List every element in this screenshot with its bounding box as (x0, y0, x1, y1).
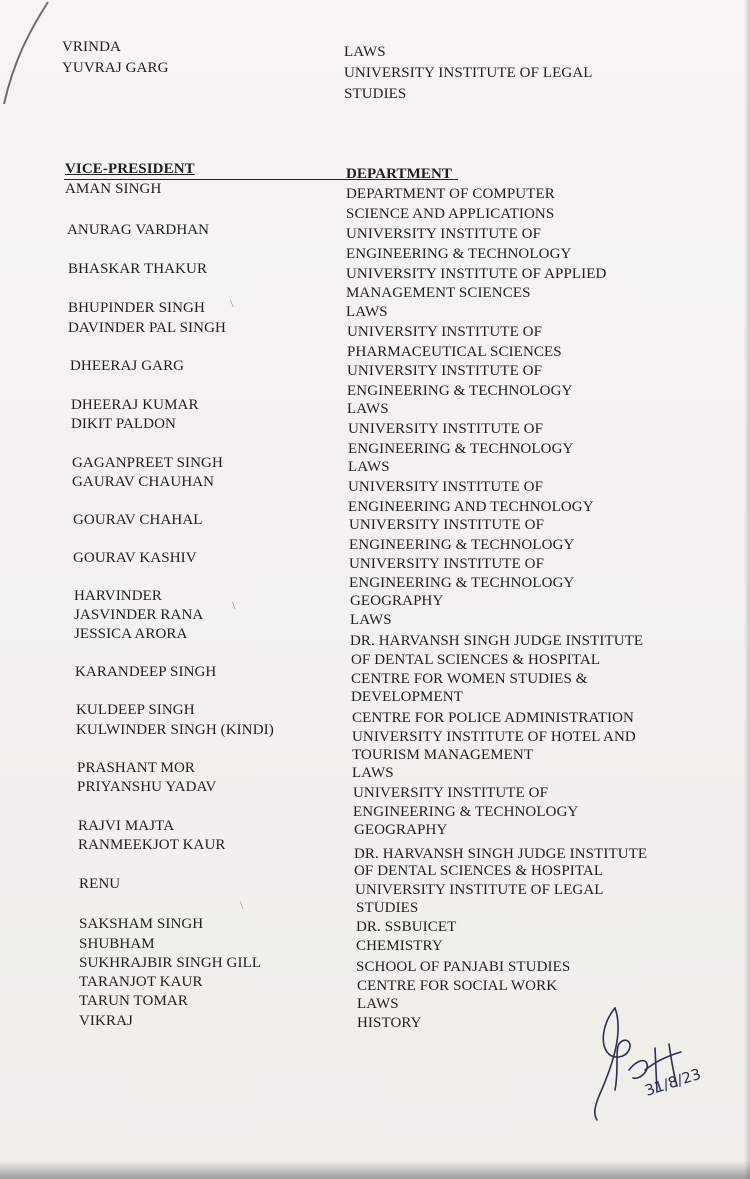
department-line: UNIVERSITY INSTITUTE OF (346, 226, 542, 242)
list-item: PRIYANSHU YADAV (77, 779, 217, 795)
department-line: PHARMACEUTICAL SCIENCES (347, 344, 562, 360)
department-line: CHEMISTRY (356, 938, 443, 954)
department-line: TOURISM MANAGEMENT (352, 747, 534, 763)
list-item: JESSICA ARORA (74, 626, 188, 642)
department-line: LAWS (350, 612, 392, 628)
department-line: CENTRE FOR POLICE ADMINISTRATION (352, 710, 634, 726)
list-item: KULWINDER SINGH (KINDI) (76, 722, 274, 738)
list-item: KARANDEEP SINGH (75, 664, 217, 680)
department-line: ENGINEERING & TECHNOLOGY (346, 246, 572, 262)
department-line: SCHOOL OF PANJABI STUDIES (356, 959, 571, 975)
department-line: DEVELOPMENT (351, 689, 463, 705)
department-line: UNIVERSITY INSTITUTE OF (347, 363, 543, 379)
list-item: AMAN SINGH (65, 181, 162, 197)
list-item: PRASHANT MOR (77, 760, 196, 776)
list-item: DIKIT PALDON (71, 416, 176, 432)
department-line: UNIVERSITY INSTITUTE OF (347, 324, 543, 340)
department-line: UNIVERSITY INSTITUTE OF (349, 556, 545, 572)
department-line: ENGINEERING AND TECHNOLOGY (348, 499, 594, 515)
signature-date: 31/8/23 (642, 1064, 704, 1100)
list-item: JASVINDER RANA (74, 607, 204, 623)
list-item: VIKRAJ (79, 1013, 133, 1029)
list-item: GOURAV KASHIV (73, 550, 197, 566)
department-line: UNIVERSITY INSTITUTE OF (349, 517, 545, 533)
department-line: UNIVERSITY INSTITUTE OF HOTEL AND (352, 729, 636, 745)
stray-mark: \ (240, 898, 244, 912)
list-item: DHEERAJ GARG (70, 358, 185, 374)
department-line: LAWS (352, 765, 394, 781)
list-item: HARVINDER (74, 588, 163, 604)
top-department-3: STUDIES (344, 86, 407, 102)
department-line: CENTRE FOR WOMEN STUDIES & (351, 671, 588, 687)
list-item: GAURAV CHAUHAN (72, 474, 215, 490)
list-item: GAGANPREET SINGH (72, 455, 223, 471)
department-line: OF DENTAL SCIENCES & HOSPITAL (354, 863, 604, 879)
top-name-1: VRINDA (62, 39, 121, 55)
department-line: LAWS (347, 401, 389, 417)
stray-mark: \ (230, 296, 234, 310)
department-line: UNIVERSITY INSTITUTE OF LEGAL (355, 882, 604, 898)
page-edge-shadow (744, 0, 750, 1179)
department-line: UNIVERSITY INSTITUTE OF (353, 785, 549, 801)
department-line: UNIVERSITY INSTITUTE OF (348, 421, 544, 437)
list-item: KULDEEP SINGH (76, 702, 195, 718)
list-item: TARUN TOMAR (79, 993, 188, 1009)
list-item: DAVINDER PAL SINGH (68, 320, 226, 336)
department-line: DR. HARVANSH SINGH JUDGE INSTITUTE (354, 846, 648, 862)
stray-mark: \ (232, 598, 236, 612)
department-line: LAWS (348, 459, 390, 475)
list-item: SHUBHAM (79, 936, 155, 952)
list-item: BHUPINDER SINGH (68, 300, 205, 316)
department-line: STUDIES (356, 900, 419, 916)
page-bottom-shadow (0, 1161, 750, 1179)
department-line: UNIVERSITY INSTITUTE OF (348, 479, 544, 495)
department-header: DEPARTMENT (346, 166, 453, 182)
department-line: UNIVERSITY INSTITUTE OF APPLIED (346, 266, 607, 282)
department-line: LAWS (357, 996, 399, 1012)
department-line: GEOGRAPHY (350, 593, 444, 609)
list-item: BHASKAR THAKUR (68, 261, 208, 277)
department-line: HISTORY (357, 1015, 422, 1031)
list-item: DHEERAJ KUMAR (71, 397, 199, 413)
department-line: SCIENCE AND APPLICATIONS (346, 206, 555, 222)
list-item: RAJVI MAJTA (78, 818, 175, 834)
department-line: GEOGRAPHY (354, 822, 448, 838)
vice-president-header: VICE-PRESIDENT (65, 161, 195, 177)
department-line: LAWS (346, 304, 388, 320)
page-edge-mark (0, 0, 60, 110)
list-item: RANMEEKJOT KAUR (78, 837, 226, 853)
list-item: TARANJOT KAUR (79, 974, 203, 990)
department-line: ENGINEERING & TECHNOLOGY (348, 441, 574, 457)
list-item: RENU (79, 876, 121, 892)
department-line: ENGINEERING & TECHNOLOGY (347, 383, 573, 399)
top-department-2: UNIVERSITY INSTITUTE OF LEGAL (344, 65, 593, 81)
top-name-2: YUVRAJ GARG (62, 60, 169, 76)
list-item: SAKSHAM SINGH (79, 916, 204, 932)
department-line: DR. SSBUICET (356, 919, 457, 935)
department-line: DR. HARVANSH SINGH JUDGE INSTITUTE (350, 633, 644, 649)
department-line: ENGINEERING & TECHNOLOGY (353, 804, 579, 820)
list-item: ANURAG VARDHAN (67, 222, 210, 238)
department-line: ENGINEERING & TECHNOLOGY (349, 537, 575, 553)
signature-icon (585, 1000, 715, 1130)
department-line: DEPARTMENT OF COMPUTER (346, 186, 555, 202)
department-line: MANAGEMENT SCIENCES (346, 285, 531, 301)
list-item: GOURAV CHAHAL (73, 512, 203, 528)
top-department-1: LAWS (344, 44, 386, 60)
department-line: ENGINEERING & TECHNOLOGY (349, 575, 575, 591)
department-line: OF DENTAL SCIENCES & HOSPITAL (351, 652, 601, 668)
list-item: SUKHRAJBIR SINGH GILL (79, 955, 262, 971)
department-line: CENTRE FOR SOCIAL WORK (357, 978, 558, 994)
